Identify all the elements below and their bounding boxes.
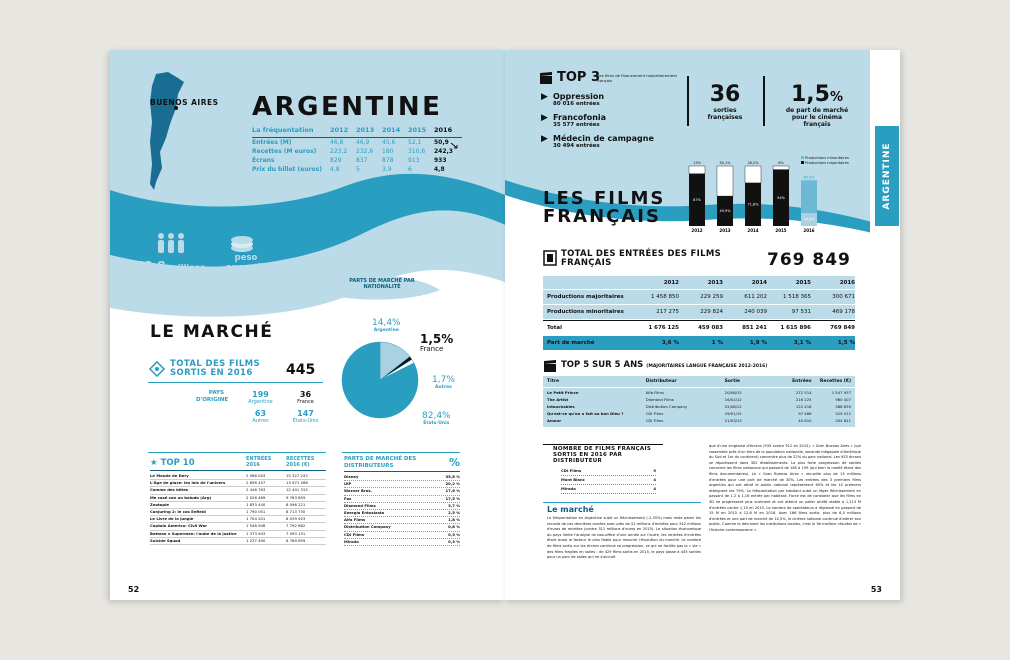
ent-row <box>543 320 855 336</box>
ent-cell: 3,6 % <box>661 340 679 346</box>
ent-year: 2012 <box>663 280 679 286</box>
freq-row <box>252 138 462 147</box>
top5-cell: 272 514 <box>795 390 812 395</box>
top5-cell: 960 407 <box>835 397 852 402</box>
origin-label: France <box>297 399 314 405</box>
freq-cell: 913 <box>408 157 420 164</box>
ent-row <box>543 305 855 320</box>
distrib-name: Warner Bros. <box>344 488 373 494</box>
text-column-2: que d'une vingtaine d'écrans (933 contre 912 en 2015). « Gran Buenos Aires » (qui rassemble près d'un tiers de la population nationale, seconde mégapole d'Amérique du Sud et 1er du continent) concentre plus de 22% du parc national. Les 933 écrans se répartissent dans 302 établissements. La plus forte progression de sorties concerne les films nationaux qui passent de 185 à 199 (qui bien la moitié étant des films documentaires). Le « Gran Buenos Aires » recueille plus de 15 millions d'entrées pour une part de marché de 30%. Les entrées des 3 premiers films argentins qui ont attiré le public national représentent 60% et les 10 premiers atteignent les 79%. La fréquentation par habitant subit un léger fléchissement en passant de 1,2 à 1,16 entrée par habitant. Force est de constater que les films en 3D ne progressent plus vraiment et ont atteint un palier plutôt stable à 1,113 M d'entrées contre 1,10 en 2015. Le nombre de spectateurs a régressé en passant de 15 M en 2015 à 12,8 M en 2016. Avec 166 films sortis, plus de 6,5 millions d'entrées et une part de marché de 14,5%, le cinéma national continue d'attirer son public. Comme le décrivent les institutions locales, c'est le 9e meilleur résultat de « l'histoire contemporaine ». <box>709 444 861 532</box>
legend-minoritaires: Productions minoritaires <box>801 156 849 161</box>
bar-minoritaires-2014 <box>745 166 761 183</box>
top3-item <box>541 134 691 149</box>
top10-recettes: 9 763 859 <box>286 494 306 500</box>
top5-row <box>547 403 851 410</box>
distrib-value: 2,5 % <box>448 510 460 516</box>
distrib-value: 0,3 % <box>448 538 460 544</box>
freq-year: 2012 <box>330 126 349 134</box>
bar-chart <box>681 156 831 236</box>
bar-label-majoritaires-2014: 71,8% <box>747 202 759 207</box>
freq-row-label: Prix du billet (euros) <box>252 166 322 173</box>
freq-row-label: Écrans <box>252 157 275 164</box>
origin-count: 63 <box>254 409 267 418</box>
top5-cell: 97 486 <box>798 411 812 416</box>
ent-cell: 1 % <box>711 340 723 346</box>
distrib-row <box>344 524 460 531</box>
top3-text <box>553 134 654 149</box>
freq-cell: 829 <box>330 157 342 164</box>
ent-row-label: Part de marché <box>547 340 595 346</box>
distrib-value: 17,6 % <box>445 488 460 494</box>
top5-cell: Le Petit Prince <box>547 390 579 395</box>
top5-head-cell: Titre <box>547 379 560 384</box>
freq-year: 2014 <box>382 126 401 134</box>
top10-row <box>150 538 326 545</box>
top3-item <box>541 92 691 107</box>
ent-cell: 97 531 <box>791 309 811 315</box>
marche-title: LE MARCHÉ <box>150 322 274 342</box>
top10-row <box>150 495 326 502</box>
freq-cell: 3,9 <box>382 166 392 173</box>
distrib-name: Alfa Films <box>344 517 366 523</box>
play-icon: ▶ <box>541 113 548 123</box>
top10-entrees: 1 790 051 <box>246 509 266 515</box>
top10-film: Batman v Superman: l'aube de la justice <box>150 530 237 536</box>
top10-title: ★ TOP 10 <box>150 458 195 468</box>
bar-label-majoritaires-2015: 94% <box>777 195 785 200</box>
top10-film: Captain America: Civil War <box>150 523 208 529</box>
total-entrees-title: TOTAL DES ENTRÉES DES FILMS FRANÇAIS <box>561 249 722 268</box>
bar-label-minoritaires-2013: 50,1% <box>719 161 731 165</box>
ent-cell: 1 676 125 <box>648 325 679 331</box>
freq-cell: 933 <box>434 157 447 164</box>
top5-title: TOP 5 SUR 5 ANS (MAJORITAIRES LANGUE FRANÇAISE 2012-2016) <box>561 360 768 370</box>
top5-head-cell: Recettes (€) <box>819 379 852 384</box>
nb-row <box>561 485 656 494</box>
nb-count: 4 <box>653 486 656 491</box>
ent-head-blank <box>543 280 635 286</box>
top10-recettes: 15 327 243 <box>286 473 308 478</box>
top5-cell: 20/08/15 <box>724 390 742 395</box>
right-page <box>505 50 900 600</box>
argentina-map <box>148 72 188 192</box>
top10-row <box>150 473 326 480</box>
top10-entrees: 2 446 763 <box>246 487 266 493</box>
page-number: 53 <box>870 585 882 594</box>
population-value: 43,8 millions <box>136 259 206 273</box>
top5-cell: 216 225 <box>795 397 812 402</box>
distrib-name: Mirada <box>344 538 359 544</box>
nb-distributor: Mont Blanc <box>561 477 585 482</box>
freq-cell: 242,3 <box>434 148 453 155</box>
ent-cell: 611 202 <box>744 294 767 300</box>
nb-title: NOMBRE DE FILMS FRANÇAIS SORTIS EN 2016 PAR DISTRIBUTEUR <box>553 446 652 464</box>
ent-cell: 1,9 % <box>749 340 767 346</box>
pie-label-france: 1,5% France <box>420 332 454 353</box>
top10-film: L'Âge de glace: les lois de l'univers <box>150 480 226 486</box>
top10-recettes: 8 096 221 <box>286 501 306 507</box>
top5-row <box>547 417 851 424</box>
distrib-row <box>344 488 460 495</box>
origin-count: 199 <box>252 390 269 399</box>
distrib-value: 0,3 % <box>448 531 460 537</box>
freq-cell: 310,6 <box>408 148 426 155</box>
distrib-title: PARTS DE MARCHÉ DES DISTRIBUTEURS <box>344 456 417 469</box>
top5-cell: 122 418 <box>795 404 812 409</box>
top5-head-cell: Distributeur <box>645 379 677 384</box>
ent-year: 2013 <box>707 280 723 286</box>
country-title: ARGENTINE <box>252 92 443 122</box>
distrib-row <box>344 503 460 510</box>
distrib-row <box>344 496 460 503</box>
top3-film: Francofonia <box>553 113 607 122</box>
ent-row <box>543 336 855 351</box>
bar-minoritaires-2016 <box>801 180 817 213</box>
freq-cell: 45,6 <box>382 139 396 146</box>
freq-year: 2016 <box>434 126 453 134</box>
top5-cell: 21/03/13 <box>724 418 742 423</box>
top10-entrees: 2 066 043 <box>246 473 266 478</box>
freq-row <box>252 156 462 165</box>
top3-text <box>553 92 604 107</box>
top5-table <box>543 376 855 427</box>
freq-year: 2013 <box>356 126 375 134</box>
bar-category-2012: 2012 <box>691 228 703 233</box>
top5-cell: Intouchables <box>547 404 575 409</box>
distrib-row <box>344 474 460 481</box>
origin-count: 36 <box>299 390 312 399</box>
distrib-name: UIP <box>344 481 352 487</box>
top10-film: Me casé con un boludo (Arg) <box>150 494 212 500</box>
film-strip-icon <box>543 250 557 266</box>
origin-item <box>238 409 283 424</box>
top10-film: Le Livre de la jungle <box>150 516 194 522</box>
top10-recettes: 8 039 923 <box>286 516 306 522</box>
top10-recettes: 12 401 315 <box>286 487 308 493</box>
top3-title: TOP 3 <box>557 70 601 85</box>
top10-row <box>150 523 326 530</box>
origin-item <box>283 390 328 405</box>
top10-film: Comme des bêtes <box>150 487 189 493</box>
top5-cell: 529 012 <box>835 411 852 416</box>
distrib-name: Disney <box>344 474 359 479</box>
page-number: 52 <box>128 585 140 594</box>
top5-head-cell: Sortie <box>724 379 740 384</box>
left-page <box>110 50 505 600</box>
distrib-name: Distribution Company <box>344 524 391 530</box>
top3-entries: 30 494 entrées <box>553 143 600 149</box>
freq-cell: 180 <box>382 148 394 155</box>
bar-label-minoritaires-2016: 60,5% <box>803 175 815 180</box>
top5-cell: Qu'est-ce qu'on a fait au bon Dieu ? <box>547 411 624 416</box>
ent-row-label: Total <box>547 325 563 331</box>
freq-cell: 46,9 <box>356 139 370 146</box>
ent-row-label: Productions majoritaires <box>547 294 624 300</box>
freq-cell: 232,6 <box>356 148 374 155</box>
bar-label-minoritaires-2012: 13% <box>693 161 701 165</box>
down-arrow-icon <box>450 142 460 150</box>
clapperboard-icon-2 <box>543 360 557 372</box>
freq-label: La fréquentation <box>252 126 314 134</box>
freq-cell: 50,9 <box>434 139 449 146</box>
top10-entrees: 1 237 490 <box>246 537 266 543</box>
capital-label: BUENOS AIRES <box>150 98 219 107</box>
freq-cell: 6 <box>408 166 412 173</box>
bar-minoritaires-2013 <box>717 166 733 196</box>
origin-label: Argentine <box>248 399 273 405</box>
freq-cell: 4,8 <box>330 166 340 173</box>
entrees-table <box>543 276 855 351</box>
distrib-pct: % <box>448 456 460 469</box>
ent-cell: 240 039 <box>744 309 767 315</box>
top10-col-entrees: ENTRÉES 2016 <box>246 456 272 468</box>
top5-cell: Distribution Company <box>645 404 688 409</box>
legend-majoritaires: Productions majoritaires <box>801 161 849 166</box>
origin-label: États-Unis <box>292 418 319 424</box>
distrib-row <box>344 481 460 488</box>
ent-cell: 3,1 % <box>793 340 811 346</box>
chart-legend <box>801 156 849 166</box>
top10-recettes: 6 789 859 <box>286 537 306 543</box>
ent-cell: 229 824 <box>700 309 723 315</box>
population-icon <box>156 232 186 254</box>
nb-count: 4 <box>653 477 656 482</box>
bar-label-majoritaires-2013: 49,9% <box>719 209 731 214</box>
top5-cell: 588 630 <box>835 404 852 409</box>
ent-cell: 1,5 % <box>837 340 855 346</box>
top5-cell: 16/02/12 <box>724 397 742 402</box>
play-icon: ▶ <box>541 92 548 102</box>
distrib-row <box>344 510 460 517</box>
freq-row-label: Entrées (M) <box>252 139 292 146</box>
freq-cell: 5 <box>356 166 360 173</box>
pays-label: PAYS D'ORIGINE <box>196 390 229 403</box>
top10-row <box>150 480 326 487</box>
freq-row <box>252 165 462 174</box>
distrib-value: 1,8 % <box>448 517 460 523</box>
pie-chart <box>340 340 420 420</box>
top5-cell: Diamond Films <box>645 397 674 402</box>
top10-row <box>150 516 326 523</box>
freq-cell: 4,8 <box>434 166 445 173</box>
nb-row <box>561 467 656 476</box>
distrib-value: 35,8 % <box>445 474 460 479</box>
top5-cell: The Artist <box>547 397 569 402</box>
part-block: 1,5% de part de marché pour le cinéma français <box>785 82 849 128</box>
distrib-name: Energía Entusiasta <box>344 510 385 516</box>
ent-cell: 300 671 <box>832 294 855 300</box>
bar-category-2014: 2014 <box>747 228 759 233</box>
bar-category-2016: 2016 <box>803 228 815 233</box>
ent-row-label: Productions minoritaires <box>547 309 624 315</box>
text-column-1: La fréquentation en Argentine subit un fléchissement (-2,35%) mais reste parmi les records de ces dernières années avec près de 51 millions d'entrées pour 242 millions d'euros de recettes (contre 311 millions d'euros en 2015). La situation économique du pays limite l'analyse du box-office d'une année sur l'autre, les rentrées d'entrées étant aussi le facteur le plus fiable pour mesurer l'évolution du marché. Le nombre de films sortis sur les écrans continue sa progression, ce qui ne facilite pas la « vie » des films fragiles en salles : de 429 films sortis en 2015, le pays passe à 445 sorties pour un parc de salles qui ne s'accroît <box>547 516 701 560</box>
top10-col-recettes: RECETTES 2016 (€) <box>286 456 315 468</box>
distrib-row <box>344 532 460 539</box>
top10-recettes: 7 093 151 <box>286 530 306 536</box>
top10-film: Conjuring 2: le cas Enfield <box>150 509 206 515</box>
freq-row-label: Recettes (M euros) <box>252 148 317 155</box>
ent-cell: 469 178 <box>832 309 855 315</box>
top10-film: Suicide Squad <box>150 537 181 543</box>
top3-film: Oppression <box>553 92 605 101</box>
freq-cell: 878 <box>382 157 394 164</box>
currency-icon <box>230 236 254 252</box>
top5-cell: 29/01/15 <box>724 411 742 416</box>
distrib-row <box>344 517 460 524</box>
top3-entries: 35 577 entrées <box>553 122 600 128</box>
frequentation-table <box>252 126 462 174</box>
distrib-value: 20,2 % <box>445 481 460 487</box>
top10-film: Le Monde de Dory <box>150 473 189 478</box>
ent-year: 2014 <box>751 280 767 286</box>
top10-row <box>150 502 326 509</box>
distrib-value: 0,8 % <box>448 524 460 530</box>
total-entrees-value: 769 849 <box>767 250 851 270</box>
top10-entrees: 1 548 948 <box>246 523 266 529</box>
top10-recettes: 13 971 286 <box>286 480 308 486</box>
origin-item <box>283 409 328 424</box>
top5-cell: Alfa Films <box>645 390 664 395</box>
top10-table <box>150 456 326 545</box>
ent-cell: 1 518 365 <box>783 294 811 300</box>
distrib-name: Diamond Films <box>344 502 376 508</box>
ent-year: 2015 <box>795 280 811 286</box>
top5-cell: 204 621 <box>835 418 852 423</box>
pie-label-autres: 1,7% Autres <box>432 375 455 390</box>
ent-cell: 769 849 <box>830 325 855 331</box>
pie-title: PARTS DE MARCHÉ PAR NATIONALITÉ <box>349 278 415 290</box>
ent-row <box>543 290 855 305</box>
freq-year: 2015 <box>408 126 427 134</box>
film-reel-icon <box>148 360 166 378</box>
top10-entrees: 1 833 440 <box>246 501 266 507</box>
freq-row <box>252 147 462 156</box>
top3-entries: 80 016 entrées <box>553 101 600 107</box>
origin-label: Autres <box>252 418 269 424</box>
top3-list <box>541 92 691 155</box>
top10-entrees: 2 026 489 <box>246 494 266 500</box>
top5-row <box>547 396 851 403</box>
top10-recettes: 7 792 662 <box>286 523 306 529</box>
nb-row <box>561 476 656 485</box>
nb-distributor: CDI Films <box>561 468 582 473</box>
marche-text-title: Le marché <box>547 505 594 514</box>
sorties-block: 36 sorties françaises <box>707 82 743 121</box>
bar-category-2013: 2013 <box>719 228 731 233</box>
distrib-row <box>344 539 460 546</box>
distrib-value: 17,5 % <box>445 495 460 501</box>
top10-row <box>150 487 326 494</box>
ent-cell: 229 259 <box>700 294 723 300</box>
top5-cell: 1 547 937 <box>831 390 852 395</box>
top10-entrees: 1 704 201 <box>246 516 266 522</box>
top3-item <box>541 113 691 128</box>
freq-cell: 46,8 <box>330 139 344 146</box>
distrib-name: Fox <box>344 495 352 501</box>
freq-cell: 837 <box>356 157 368 164</box>
top10-entrees: 2 658 457 <box>246 480 266 486</box>
top10-entrees: 1 373 943 <box>246 530 266 536</box>
ent-cell: 217 275 <box>656 309 679 315</box>
total-films-title: TOTAL DES FILMS SORTIS EN 2016 <box>170 359 261 378</box>
bar-label-minoritaires-2015: 6% <box>778 161 784 165</box>
bar-minoritaires-2015 <box>773 166 789 170</box>
pie-label-argentine: 14,4% Argentine <box>372 318 401 333</box>
play-icon: ▶ <box>541 134 548 144</box>
ent-cell: 1 615 896 <box>780 325 811 331</box>
divider <box>148 382 323 383</box>
bar-label-majoritaires-2012: 87% <box>693 197 701 202</box>
distrib-value: 3,7 % <box>448 502 460 508</box>
top5-cell: Amour <box>547 418 562 423</box>
ent-cell: 1 458 850 <box>651 294 679 300</box>
top3-film: Médecin de campagne <box>553 134 654 143</box>
top5-row <box>547 389 851 396</box>
nb-distributor: Mirada <box>561 486 576 491</box>
origins-grid <box>238 390 328 424</box>
top10-film: Zootopie <box>150 501 169 507</box>
bar-minoritaires-2012 <box>689 166 705 174</box>
bar-category-2015: 2015 <box>775 228 787 233</box>
nb-count: 9 <box>653 468 656 473</box>
top10-recettes: 8 713 750 <box>286 509 306 515</box>
origin-item <box>238 390 283 405</box>
ent-year: 2016 <box>839 280 855 286</box>
distrib-name: CDI Films <box>344 531 365 537</box>
ent-cell: 459 083 <box>698 325 723 331</box>
origin-count: 147 <box>297 409 314 418</box>
top5-cell: 02/08/12 <box>724 404 742 409</box>
pie-label-etats-unis: 82,4% États-Unis <box>422 411 451 426</box>
clapperboard-icon <box>539 72 553 84</box>
distrib-table <box>344 456 460 546</box>
top3-subtitle: des films de financement majoritairement français <box>597 73 677 83</box>
top5-head-cell: Entrées <box>792 379 812 384</box>
freq-cell: 223,2 <box>330 148 348 155</box>
total-films-value: 445 <box>286 362 316 378</box>
films-title: LES FILMS FRANÇAIS <box>543 188 666 227</box>
top10-row <box>150 531 326 538</box>
top10-row <box>150 509 326 516</box>
nb-list <box>561 467 656 494</box>
top3-text <box>553 113 606 128</box>
side-tab-label: ARGENTINE <box>882 142 892 210</box>
bar-label-majoritaires-2016: 39,5% <box>803 217 815 222</box>
bar-label-minoritaires-2014: 28,2% <box>747 161 759 165</box>
freq-cell: 52,1 <box>408 139 422 146</box>
ent-cell: 851 241 <box>742 325 767 331</box>
currency-label: peso argentin <box>226 253 267 273</box>
top5-cell: 45 610 <box>798 418 812 423</box>
top5-row <box>547 410 851 417</box>
top5-cell: CDI Films <box>645 418 664 423</box>
top5-cell: CDI Films <box>645 411 664 416</box>
